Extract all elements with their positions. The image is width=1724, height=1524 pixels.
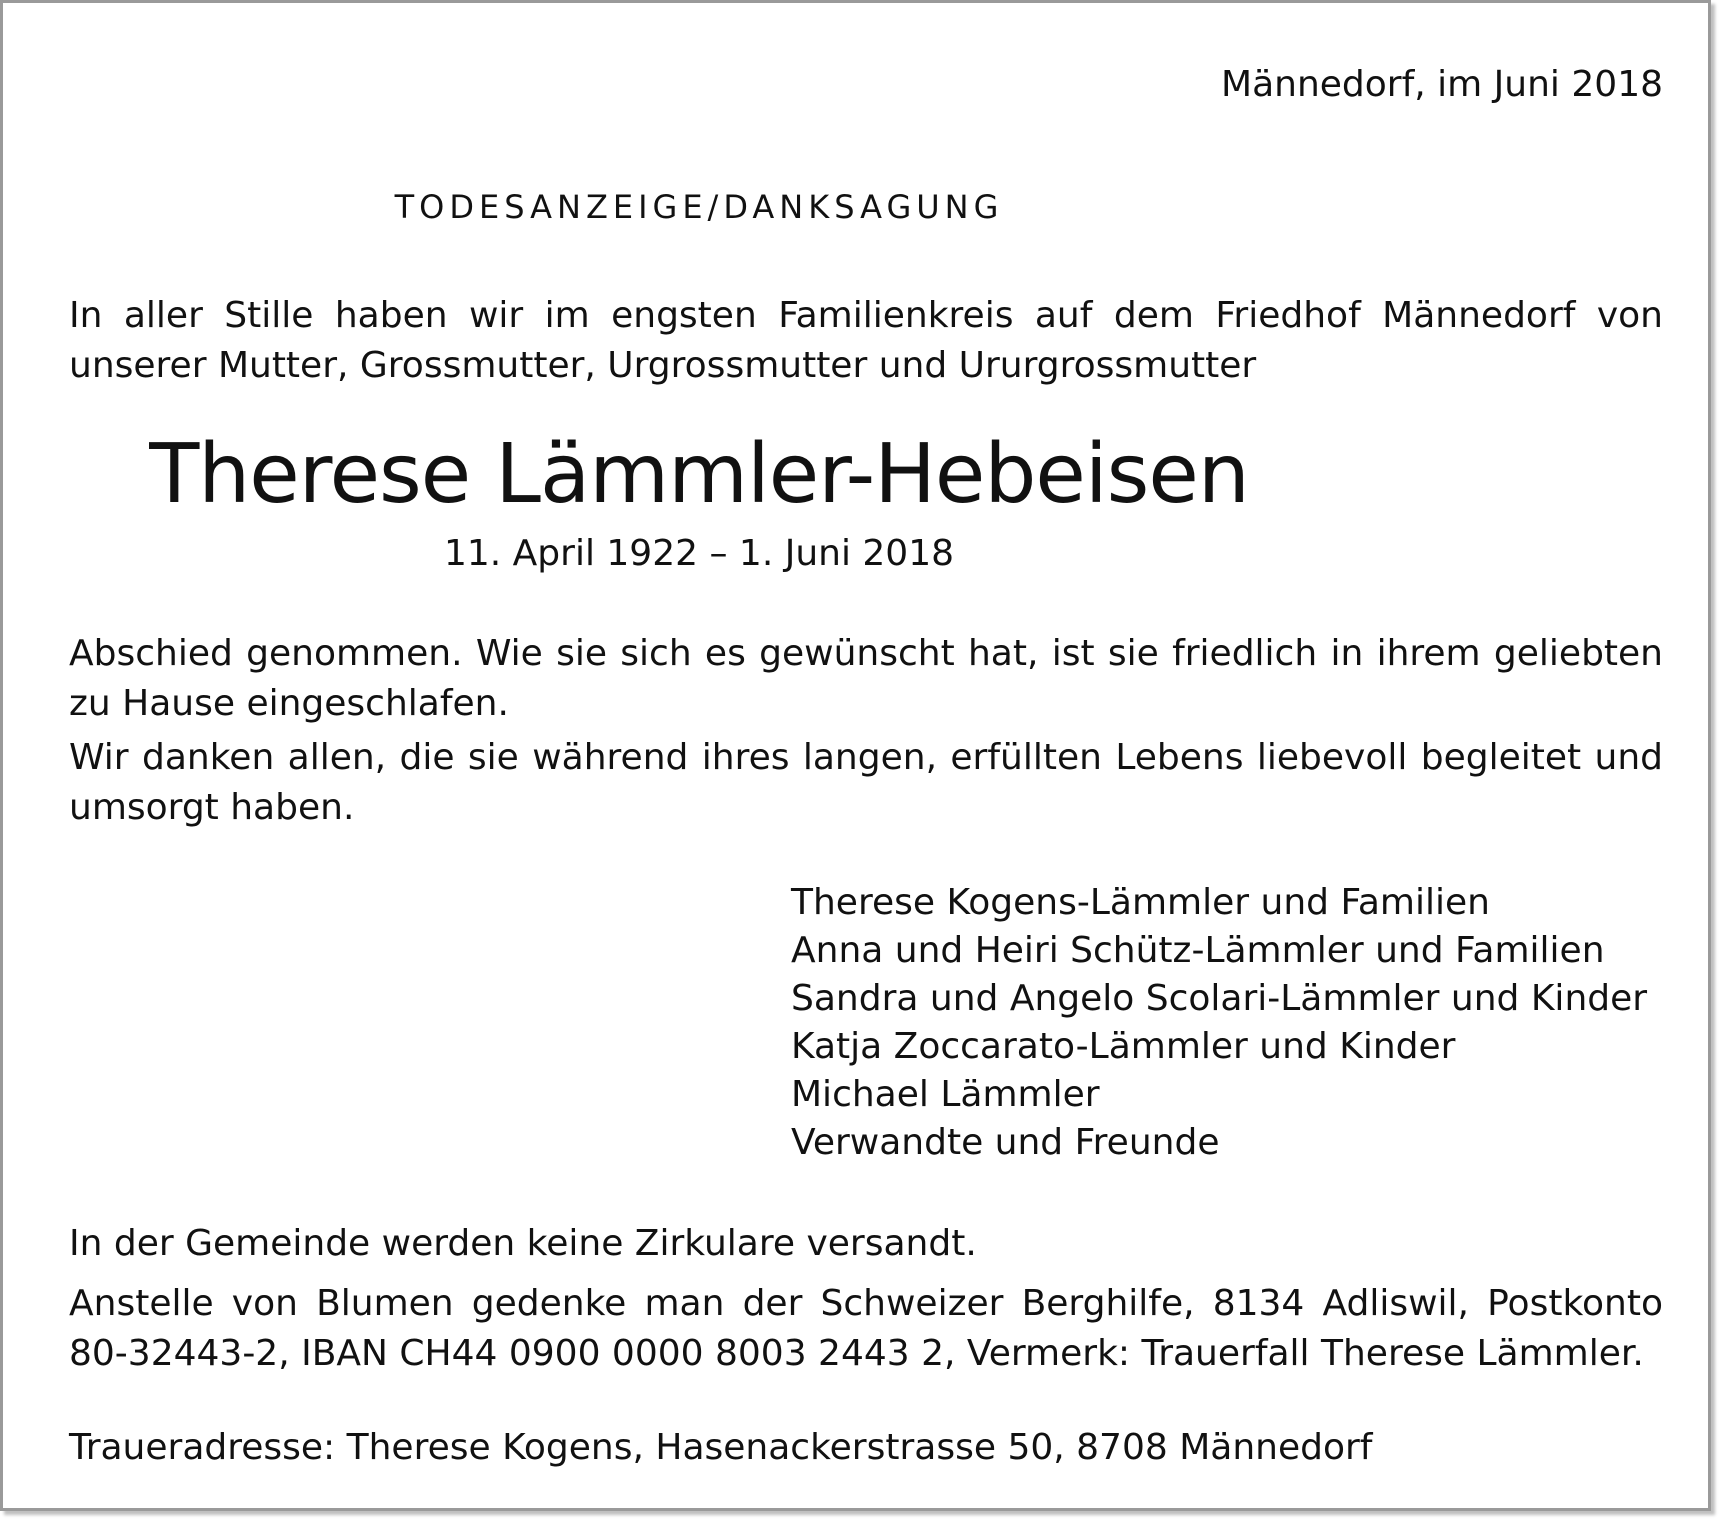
life-dates: 11. April 1922 – 1. Juni 2018 [443,533,955,574]
farewell-paragraph: Abschied genommen. Wie sie sich es gewünscht hat, ist sie friedlich in ihrem geliebten zu Hause eingeschlafen. [69,633,1663,724]
mourning-address: Traueradresse: Therese Kogens, Hasenackerstrasse 50, 8708 Männedorf [69,1427,1373,1468]
intro-paragraph: In aller Stille haben wir im engsten Familienkreis auf dem Friedhof Männedorf von unserer Mutter, Grossmutter, Urgrossmutter und Ururgrossmutter [69,295,1663,386]
no-circulars-note: In der Gemeinde werden keine Zirkulare versandt. [69,1223,977,1264]
signer-item: Sandra und Angelo Scolari-Lämmler und Kinder [791,978,1648,1019]
donation-note: Anstelle von Blumen gedenke man der Schweizer Berghilfe, 8134 Adliswil, Postkonto 80-32443-2, IBAN CH44 0900 0000 8003 2443 2, Vermerk: Trauerfall Therese Lämmler. [69,1283,1663,1374]
notice-heading: TODESANZEIGE/DANKSAGUNG [394,188,1004,226]
deceased-name: Therese Lämmler-Hebeisen [149,427,1249,522]
signers-list [791,879,1647,1167]
signer-item: Therese Kogens-Lämmler und Familien [791,882,1490,923]
signer-item: Michael Lämmler [791,1074,1100,1115]
signer-item: Katja Zoccarato-Lämmler und Kinder [791,1026,1456,1067]
signer-item: Verwandte und Freunde [791,1122,1220,1163]
place-date: Männedorf, im Juni 2018 [1221,64,1663,105]
signer-item: Anna und Heiri Schütz-Lämmler und Familien [791,930,1605,971]
thanks-paragraph: Wir danken allen, die sie während ihres langen, erfüllten Lebens liebevoll begleitet und umsorgt haben. [69,737,1663,828]
